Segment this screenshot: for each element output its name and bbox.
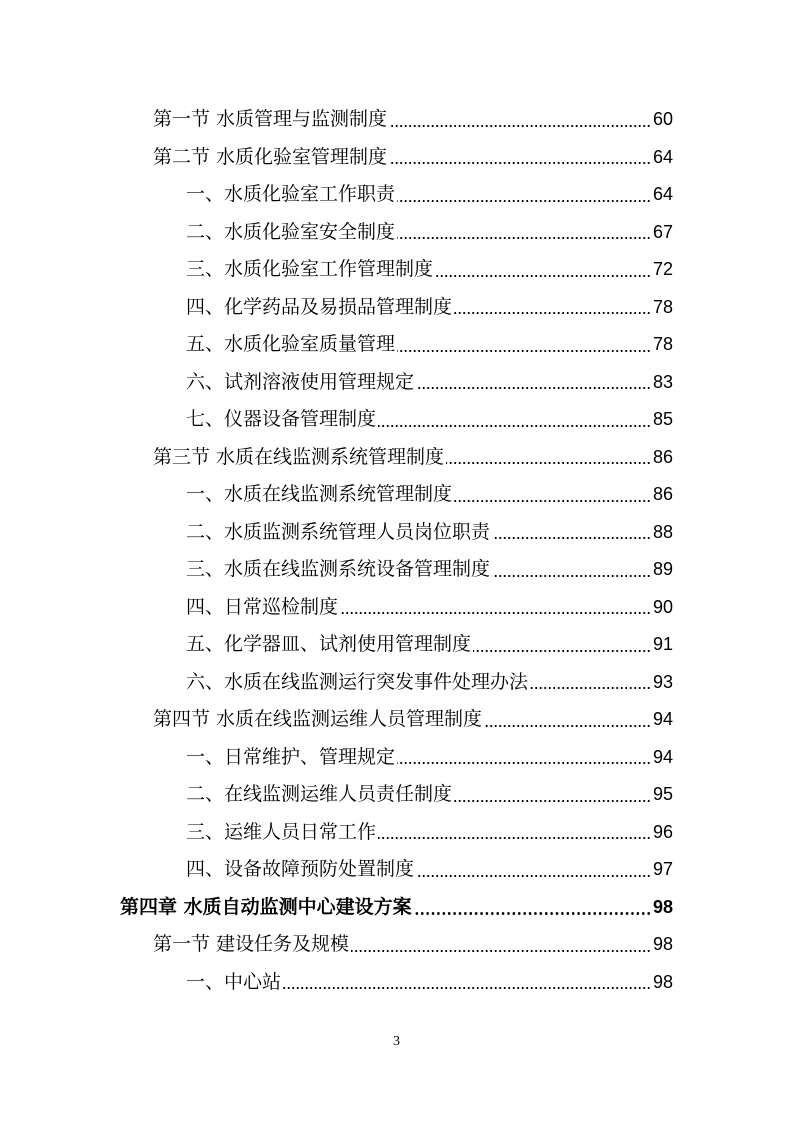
toc-section-entry[interactable] bbox=[0, 439, 793, 477]
toc-entry-page-number: 88 bbox=[652, 521, 673, 542]
toc-subsection-entry[interactable] bbox=[0, 664, 793, 702]
toc-dot-leader bbox=[416, 875, 651, 877]
toc-entry-page-number: 94 bbox=[652, 709, 673, 729]
table-of-contents bbox=[0, 101, 793, 1001]
toc-entry-page-number: 78 bbox=[652, 334, 673, 354]
toc-entry-title: 四、日常巡检制度 bbox=[186, 595, 339, 618]
toc-entry-title: 四、设备故障预防处置制度 bbox=[186, 858, 415, 880]
toc-subsection-entry[interactable] bbox=[0, 251, 793, 289]
toc-subsection-entry[interactable] bbox=[0, 776, 793, 814]
toc-entry-title: 三、水质化验室工作管理制度 bbox=[186, 258, 434, 280]
toc-entry-title: 四、化学药品及易损品管理制度 bbox=[186, 295, 453, 318]
toc-dot-leader bbox=[484, 725, 651, 727]
toc-entry-page-number: 94 bbox=[652, 746, 673, 767]
toc-dot-leader bbox=[389, 125, 651, 127]
toc-dot-leader bbox=[414, 912, 651, 915]
toc-chapter-entry[interactable] bbox=[0, 889, 793, 927]
toc-entry-page-number: 98 bbox=[652, 896, 673, 917]
toc-subsection-entry[interactable] bbox=[0, 401, 793, 439]
toc-entry-title: 五、化学器皿、试剂使用管理制度 bbox=[186, 633, 472, 655]
toc-entry-page-number: 72 bbox=[652, 259, 673, 279]
toc-subsection-entry[interactable] bbox=[0, 176, 793, 214]
toc-entry-page-number: 89 bbox=[652, 559, 673, 579]
toc-section-entry[interactable] bbox=[0, 926, 793, 964]
toc-dot-leader bbox=[454, 800, 651, 802]
toc-subsection-entry[interactable] bbox=[0, 514, 793, 552]
toc-entry-title: 六、水质在线监测运行突发事件处理办法 bbox=[186, 670, 529, 693]
toc-dot-leader bbox=[397, 350, 651, 352]
toc-dot-leader bbox=[397, 200, 651, 202]
toc-entry-page-number: 85 bbox=[652, 409, 673, 429]
toc-entry-page-number: 78 bbox=[652, 296, 673, 317]
toc-entry-title: 一、水质化验室工作职责 bbox=[186, 183, 396, 205]
toc-entry-page-number: 86 bbox=[652, 446, 673, 467]
toc-entry-title: 第三节 水质在线监测系统管理制度 bbox=[153, 445, 445, 468]
toc-subsection-entry[interactable] bbox=[0, 589, 793, 627]
toc-entry-page-number: 60 bbox=[652, 109, 673, 129]
toc-dot-leader bbox=[473, 650, 651, 652]
toc-entry-title: 七、仪器设备管理制度 bbox=[186, 408, 377, 430]
toc-subsection-entry[interactable] bbox=[0, 214, 793, 252]
toc-dot-leader bbox=[351, 950, 651, 952]
toc-dot-leader bbox=[454, 312, 651, 314]
toc-dot-leader bbox=[416, 387, 651, 389]
toc-entry-title: 第四章 水质自动监测中心建设方案 bbox=[120, 895, 412, 918]
toc-entry-page-number: 83 bbox=[652, 371, 673, 392]
toc-entry-title: 三、运维人员日常工作 bbox=[186, 820, 377, 843]
toc-subsection-entry[interactable] bbox=[0, 326, 793, 364]
toc-subsection-entry[interactable] bbox=[0, 476, 793, 514]
toc-dot-leader bbox=[340, 612, 651, 614]
toc-entry-page-number: 90 bbox=[652, 596, 673, 617]
toc-entry-page-number: 98 bbox=[652, 934, 673, 954]
toc-subsection-entry[interactable] bbox=[0, 851, 793, 889]
toc-entry-title: 一、中心站 bbox=[186, 970, 282, 993]
toc-dot-leader bbox=[389, 162, 651, 164]
toc-dot-leader bbox=[378, 425, 651, 427]
toc-subsection-entry[interactable] bbox=[0, 364, 793, 402]
toc-subsection-entry[interactable] bbox=[0, 814, 793, 852]
toc-entry-title: 三、水质在线监测系统设备管理制度 bbox=[186, 558, 491, 580]
toc-entry-page-number: 97 bbox=[652, 859, 673, 879]
toc-dot-leader bbox=[378, 837, 651, 839]
toc-entry-page-number: 98 bbox=[652, 971, 673, 992]
toc-entry-page-number: 64 bbox=[652, 146, 673, 167]
toc-entry-page-number: 96 bbox=[652, 821, 673, 842]
toc-entry-title: 一、水质在线监测系统管理制度 bbox=[186, 483, 453, 505]
toc-dot-leader bbox=[283, 987, 651, 989]
toc-dot-leader bbox=[492, 575, 651, 577]
toc-subsection-entry[interactable] bbox=[0, 626, 793, 664]
toc-subsection-entry[interactable] bbox=[0, 551, 793, 589]
toc-subsection-entry[interactable] bbox=[0, 739, 793, 777]
toc-dot-leader bbox=[435, 275, 651, 277]
toc-dot-leader bbox=[454, 500, 651, 502]
page-number: 3 bbox=[393, 1034, 400, 1049]
toc-section-entry[interactable] bbox=[0, 139, 793, 177]
toc-entry-title: 第一节 水质管理与监测制度 bbox=[153, 108, 388, 130]
toc-entry-title: 第四节 水质在线监测运维人员管理制度 bbox=[153, 708, 483, 730]
toc-dot-leader bbox=[446, 462, 651, 464]
toc-entry-page-number: 95 bbox=[652, 784, 673, 804]
toc-section-entry[interactable] bbox=[0, 101, 793, 139]
toc-entry-page-number: 64 bbox=[652, 184, 673, 204]
toc-entry-title: 二、水质监测系统管理人员岗位职责 bbox=[186, 520, 491, 543]
toc-subsection-entry[interactable] bbox=[0, 964, 793, 1002]
toc-entry-title: 一、日常维护、管理规定 bbox=[186, 745, 396, 768]
toc-entry-title: 二、水质化验室安全制度 bbox=[186, 220, 396, 243]
toc-entry-page-number: 93 bbox=[652, 671, 673, 692]
toc-entry-title: 五、水质化验室质量管理 bbox=[186, 333, 396, 355]
toc-entry-page-number: 86 bbox=[652, 484, 673, 504]
toc-entry-title: 二、在线监测运维人员责任制度 bbox=[186, 783, 453, 805]
toc-entry-title: 六、试剂溶液使用管理规定 bbox=[186, 370, 415, 393]
toc-subsection-entry[interactable] bbox=[0, 289, 793, 327]
toc-dot-leader bbox=[530, 687, 651, 689]
toc-entry-page-number: 91 bbox=[652, 634, 673, 654]
toc-dot-leader bbox=[397, 762, 651, 764]
toc-entry-title: 第一节 建设任务及规模 bbox=[153, 933, 350, 955]
toc-section-entry[interactable] bbox=[0, 701, 793, 739]
toc-dot-leader bbox=[492, 537, 651, 539]
toc-entry-title: 第二节 水质化验室管理制度 bbox=[153, 145, 388, 168]
toc-entry-page-number: 67 bbox=[652, 221, 673, 242]
toc-dot-leader bbox=[397, 237, 651, 239]
